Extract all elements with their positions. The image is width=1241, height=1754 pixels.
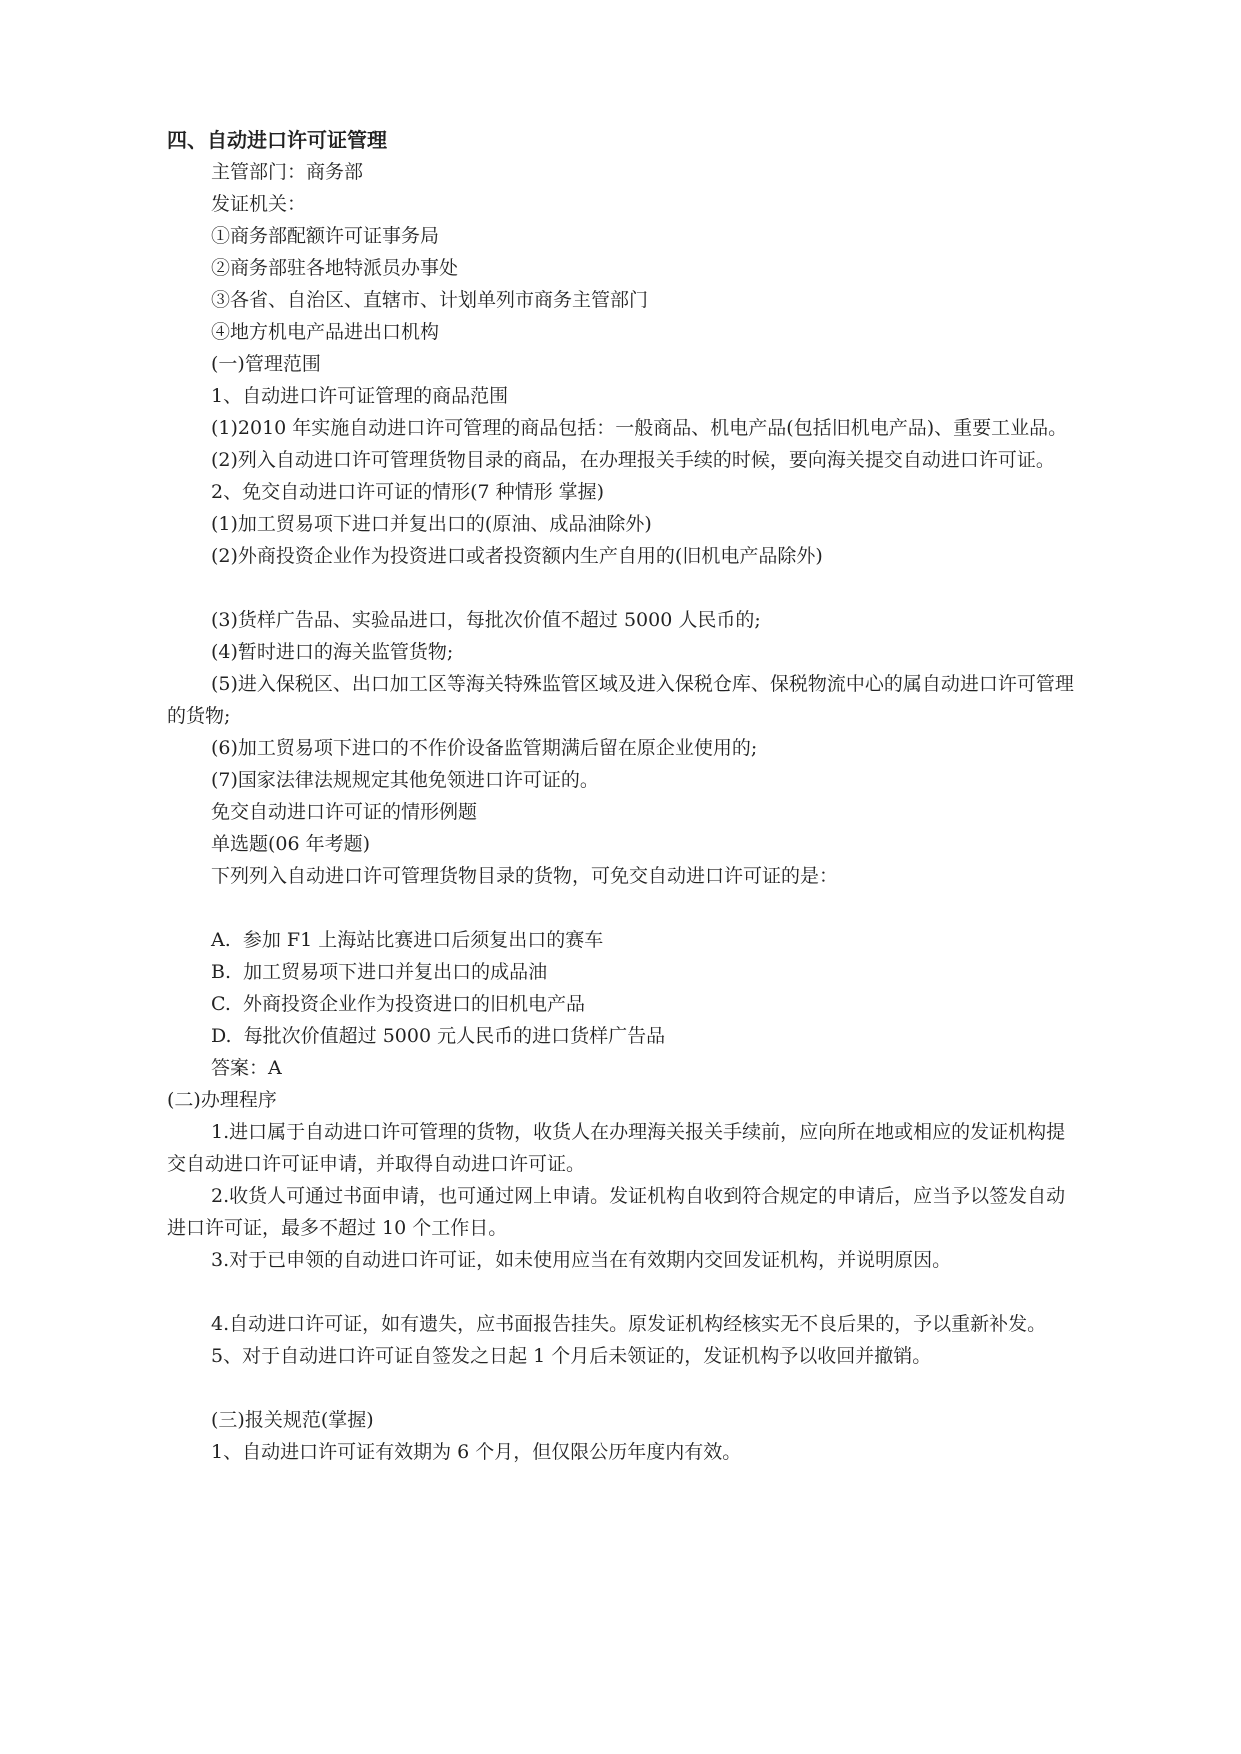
norm-heading: (三)报关规范(掌握) bbox=[211, 1409, 374, 1431]
example-question: 下列列入自动进口许可管理货物目录的货物，可免交自动进口许可证的是： bbox=[211, 865, 839, 887]
scope-paragraph: (2)列入自动进口许可管理货物目录的商品，在办理报关手续的时候，要向海关提交自动进口许可证。 bbox=[211, 449, 1055, 471]
procedure-paragraph: 5、对于自动进口许可证自签发之日起 1 个月后未领证的，发证机构予以收回并撤销。 bbox=[211, 1345, 932, 1367]
exempt-item: (7)国家法律法规规定其他免领进口许可证的。 bbox=[211, 769, 599, 791]
exempt-item: (1)加工贸易项下进口并复出口的(原油、成品油除外) bbox=[211, 513, 652, 535]
option-item: A. 参加 F1 上海站比赛进口后须复出口的赛车 bbox=[211, 929, 604, 951]
exempt-item: (5)进入保税区、出口加工区等海关特殊监管区域及进入保税仓库、保税物流中心的属自动进口许可管理的货物; bbox=[167, 673, 1074, 727]
scope-subheading: 1、自动进口许可证管理的商品范围 bbox=[211, 385, 509, 407]
procedure-paragraph: 1.进口属于自动进口许可管理的货物，收货人在办理海关报关手续前，应向所在地或相应的发证机构提交自动进口许可证申请，并取得自动进口许可证。 bbox=[167, 1121, 1066, 1175]
blank-line bbox=[167, 1276, 1077, 1308]
procedure-paragraph: 3.对于已申领的自动进口许可证，如未使用应当在有效期内交回发证机构，并说明原因。 bbox=[211, 1249, 952, 1271]
authority-line: 主管部门：商务部 bbox=[211, 161, 364, 183]
exempt-item: (6)加工贸易项下进口的不作价设备监管期满后留在原企业使用的; bbox=[211, 737, 758, 759]
procedure-heading: (二)办理程序 bbox=[167, 1089, 277, 1111]
option-item: B. 加工贸易项下进口并复出口的成品油 bbox=[211, 961, 548, 983]
issuer-item: ③各省、自治区、直辖市、计划单列市商务主管部门 bbox=[211, 289, 649, 311]
option-item: C. 外商投资企业作为投资进口的旧机电产品 bbox=[211, 993, 585, 1015]
scope-heading: (一)管理范围 bbox=[211, 353, 321, 375]
procedure-paragraph: 4.自动进口许可证，如有遗失，应书面报告挂失。原发证机构经核实无不良后果的，予以重新补发。 bbox=[211, 1313, 1047, 1335]
document-body bbox=[167, 124, 1077, 1468]
exempt-item: (2)外商投资企业作为投资进口或者投资额内生产自用的(旧机电产品除外) bbox=[211, 545, 823, 567]
issuer-label: 发证机关： bbox=[211, 193, 307, 215]
answer-line: 答案：A bbox=[211, 1057, 282, 1079]
exempt-item: (4)暂时进口的海关监管货物; bbox=[211, 641, 454, 663]
issuer-item: ②商务部驻各地特派员办事处 bbox=[211, 257, 459, 279]
blank-line bbox=[167, 572, 1077, 604]
norm-paragraph: 1、自动进口许可证有效期为 6 个月，但仅限公历年度内有效。 bbox=[211, 1441, 742, 1463]
example-title: 免交自动进口许可证的情形例题 bbox=[211, 801, 478, 823]
exempt-item: (3)货样广告品、实验品进口，每批次价值不超过 5000 人民币的; bbox=[211, 609, 761, 631]
exempt-heading: 2、免交自动进口许可证的情形(7 种情形 掌握) bbox=[211, 481, 605, 503]
blank-line bbox=[167, 1372, 1077, 1404]
section-title: 四、自动进口许可证管理 bbox=[167, 128, 387, 152]
option-item: D. 每批次价值超过 5000 元人民币的进口货样广告品 bbox=[211, 1025, 666, 1047]
procedure-paragraph: 2.收货人可通过书面申请，也可通过网上申请。发证机构自收到符合规定的申请后，应当予以签发自动进口许可证，最多不超过 10 个工作日。 bbox=[167, 1185, 1066, 1239]
issuer-item: ④地方机电产品进出口机构 bbox=[211, 321, 440, 343]
blank-line bbox=[167, 892, 1077, 924]
scope-paragraph: (1)2010 年实施自动进口许可管理的商品包括：一般商品、机电产品(包括旧机电产品)、重要工业品。 bbox=[211, 417, 1068, 439]
example-type: 单选题(06 年考题) bbox=[211, 833, 371, 855]
issuer-item: ①商务部配额许可证事务局 bbox=[211, 225, 440, 247]
